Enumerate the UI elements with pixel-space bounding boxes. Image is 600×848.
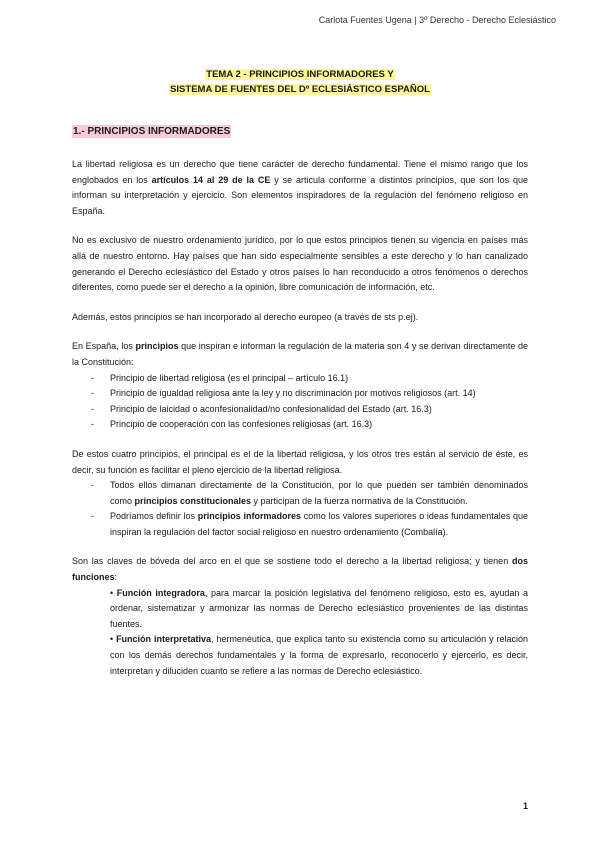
title-line-1: TEMA 2 - PRINCIPIOS INFORMADORES Y xyxy=(206,69,394,80)
list-item: - Principio de igualdad religiosa ante la ley y no discriminación por motivos religiosos (art. 14) xyxy=(91,386,528,402)
function-item: • Función integradora, para marcar la posición legislativa del fenómeno religioso, esto es, ayudan a ordenar, sistematizar y armonizar las normas de Derecho eclesiástico provenientes de las distintas fuentes. xyxy=(110,587,528,629)
paragraph-6: Son las claves de bóveda del arco en el que se sostiene todo el derecho a la libertad religiosa; y tienen dos funciones: xyxy=(72,556,528,583)
list-item: - Principio de cooperación con las confesiones religiosas (art. 16.3) xyxy=(91,417,528,433)
sub-list xyxy=(72,478,528,540)
list-item: - Podríamos definir los principios informadores como los valores superiores o ideas fundamentales que inspiran la regulación del factor social religioso en nuestro ordenamiento (Combalía). xyxy=(91,509,528,540)
list-item: - Principio de libertad religiosa (es el principal – artículo 16.1) xyxy=(91,371,528,387)
paragraph-5: De estos cuatro principios, el principal es el de la libertad religiosa, y los otros tres están al servicio de éste, es decir, su función es facilitar el pleno ejercicio de la libertad religiosa. xyxy=(72,448,528,475)
list-item: - Principio de laicidad o aconfesionalidad/no confesionalidad del Estado (art. 16.3) xyxy=(91,402,528,418)
paragraph-4: En España, los principios que inspiran e informan la regulación de la materia son 4 y se derivan directamente de la Constitución: xyxy=(72,341,529,367)
section-heading-text: 1.- PRINCIPIOS INFORMADORES xyxy=(73,126,231,137)
title-line-2: SISTEMA DE FUENTES DEL Dº ECLESIÁSTICO ESPAÑOL xyxy=(170,84,430,95)
section-heading xyxy=(72,126,231,137)
page-number: 1 xyxy=(522,801,528,811)
paragraph-1: La libertad religiosa es un derecho que tiene carácter de derecho fundamental. Tiene el mismo rango que los englobados en los artículos 14 al 29 de la CE y se articula conforme a distintos principios, que son los que informan su interpretación y ejercicio. Son elementos inspiradores de la regulación del fenómeno religioso en España. xyxy=(72,159,528,216)
functions-list xyxy=(72,586,528,680)
page-header: Carlota Fuentes Ugena | 3º Derecho - Derecho Eclesiástico xyxy=(318,15,556,25)
principles-list xyxy=(72,371,528,433)
paragraph-2: No es exclusivo de nuestro ordenamiento jurídico, por lo que estos principios tienen su vigencia en países más allá de nuestro entorno. Hay países que han sido especialmente sensibles a este derecho y lo han canalizado generando el Derecho eclesiástico del Estado y otros países lo han reconducido a otros fenómenos o derechos diferentes, como puede ser el derecho a la opinión, libre comunicación de información, etc. xyxy=(72,235,528,293)
document-title xyxy=(0,67,600,97)
document-body xyxy=(72,157,528,679)
function-item: • Función interpretativa, hermenéutica, que explica tanto su existencia como su articulación y relación con los demás derechos fundamentales y la forma de expresarlo, reconocerlo y ejercerlo, es decir, interpretan y diluciden cuanto se refiere a las normas de Derecho eclesiástico. xyxy=(110,634,529,676)
list-item: - Todos ellos dimanan directamente de la Constitución, por lo que pueden ser también denominados como principios constitucionales y participan de la fuerza normativa de la Constitución. xyxy=(91,478,528,509)
paragraph-3: Además, estos principios se han incorporado al derecho europeo (a través de sts p.ej). xyxy=(72,311,419,322)
